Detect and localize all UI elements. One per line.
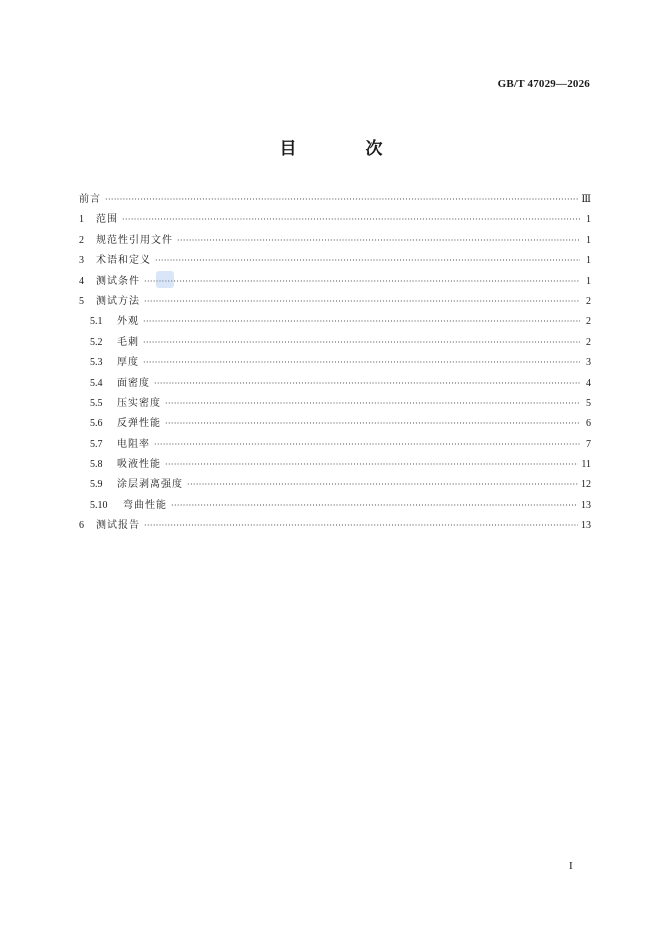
toc-label: 弯曲性能 <box>123 499 167 511</box>
toc-label: 厚度 <box>117 357 139 369</box>
toc-entry-5-7[interactable] <box>79 435 591 455</box>
toc-page-number: 4 <box>586 377 591 389</box>
toc-entry-5-1[interactable] <box>79 312 591 332</box>
toc-leader-dots <box>122 210 580 230</box>
toc-section-number: 5.9 <box>90 479 103 491</box>
toc-leader-dots <box>144 516 578 536</box>
toc-entry-5-5[interactable] <box>79 394 591 414</box>
toc-entry-5-3[interactable] <box>79 353 591 373</box>
toc-page-number: 1 <box>586 214 591 226</box>
toc-label: 外观 <box>117 316 139 328</box>
toc-page-number: 13 <box>581 499 591 511</box>
toc-section-number: 1 <box>79 214 84 226</box>
toc-leader-dots <box>165 394 580 414</box>
toc-page-number: 2 <box>586 295 591 307</box>
toc-section-number: 5.6 <box>90 418 103 430</box>
toc-leader-dots <box>144 292 580 312</box>
toc-entry-5[interactable] <box>79 292 591 312</box>
toc-page-number: 1 <box>586 255 591 267</box>
toc-entry-5-8[interactable] <box>79 455 591 475</box>
toc-label: 吸液性能 <box>117 459 161 471</box>
table-of-contents <box>79 190 591 537</box>
toc-label: 毛刺 <box>117 336 139 348</box>
toc-leader-dots <box>143 353 580 373</box>
toc-entry-1[interactable] <box>79 210 591 230</box>
page-title: 目 次 <box>279 139 409 159</box>
toc-leader-dots <box>177 231 580 251</box>
toc-section-number: 5.10 <box>90 499 108 511</box>
toc-label: 测试条件 <box>96 275 140 287</box>
toc-label: 测试报告 <box>96 520 140 532</box>
toc-leader-dots <box>143 312 580 332</box>
toc-page-number: 2 <box>586 336 591 348</box>
toc-leader-dots <box>165 455 578 475</box>
toc-page-number: 1 <box>586 234 591 246</box>
toc-page-number: 13 <box>581 520 591 532</box>
toc-leader-dots <box>154 435 580 455</box>
toc-page-number: 12 <box>581 479 591 491</box>
toc-leader-dots <box>154 374 580 394</box>
toc-section-number: 3 <box>79 255 84 267</box>
toc-label: 涂层剥离强度 <box>117 479 183 491</box>
toc-entry-5-9[interactable] <box>79 475 591 495</box>
toc-section-number: 5.2 <box>90 336 103 348</box>
toc-section-number: 2 <box>79 234 84 246</box>
toc-label: 前言 <box>79 194 101 205</box>
toc-entry-5-4[interactable] <box>79 374 591 394</box>
toc-leader-dots <box>171 496 578 516</box>
toc-page-number: Ⅲ <box>581 194 591 205</box>
toc-section-number: 5.3 <box>90 357 103 369</box>
toc-label: 压实密度 <box>117 397 161 409</box>
toc-page-number: 3 <box>586 357 591 369</box>
toc-page-number: 7 <box>586 438 591 450</box>
toc-entry-6[interactable] <box>79 516 591 536</box>
toc-section-number: 5.4 <box>90 377 103 389</box>
toc-entry-5-10[interactable] <box>79 496 591 516</box>
footer-page-number: I <box>569 860 573 872</box>
toc-label: 规范性引用文件 <box>96 234 173 246</box>
toc-leader-dots <box>155 251 580 271</box>
toc-entry-2[interactable] <box>79 231 591 251</box>
toc-section-number: 5.5 <box>90 397 103 409</box>
toc-page-number: 5 <box>586 397 591 409</box>
toc-label: 反弹性能 <box>117 418 161 430</box>
toc-leader-dots <box>144 272 580 292</box>
toc-page-number: 1 <box>586 275 591 287</box>
toc-page-number: 2 <box>586 316 591 328</box>
toc-page-number: 6 <box>586 418 591 430</box>
toc-section-number: 5.1 <box>90 316 103 328</box>
toc-leader-dots <box>165 414 580 434</box>
toc-entry-5-2[interactable] <box>79 333 591 353</box>
toc-section-number: 4 <box>79 275 84 287</box>
toc-section-number: 5.7 <box>90 438 103 450</box>
toc-section-number: 6 <box>79 520 84 532</box>
toc-entry-5-6[interactable] <box>79 414 591 434</box>
toc-section-number: 5.8 <box>90 459 103 471</box>
toc-section-number: 5 <box>79 295 84 307</box>
toc-entry-3[interactable] <box>79 251 591 271</box>
toc-leader-dots <box>105 190 578 210</box>
toc-page-number: 11 <box>581 459 591 471</box>
watermark-mark <box>156 271 174 288</box>
toc-label: 测试方法 <box>96 295 140 307</box>
toc-leader-dots <box>143 333 580 353</box>
toc-entry-foreword[interactable] <box>79 190 591 210</box>
toc-label: 电阻率 <box>117 438 150 450</box>
standard-code: GB/T 47029—2026 <box>497 78 590 90</box>
toc-label: 范围 <box>96 214 118 226</box>
toc-label: 面密度 <box>117 377 150 389</box>
toc-leader-dots <box>187 475 578 495</box>
toc-label: 术语和定义 <box>96 255 151 267</box>
